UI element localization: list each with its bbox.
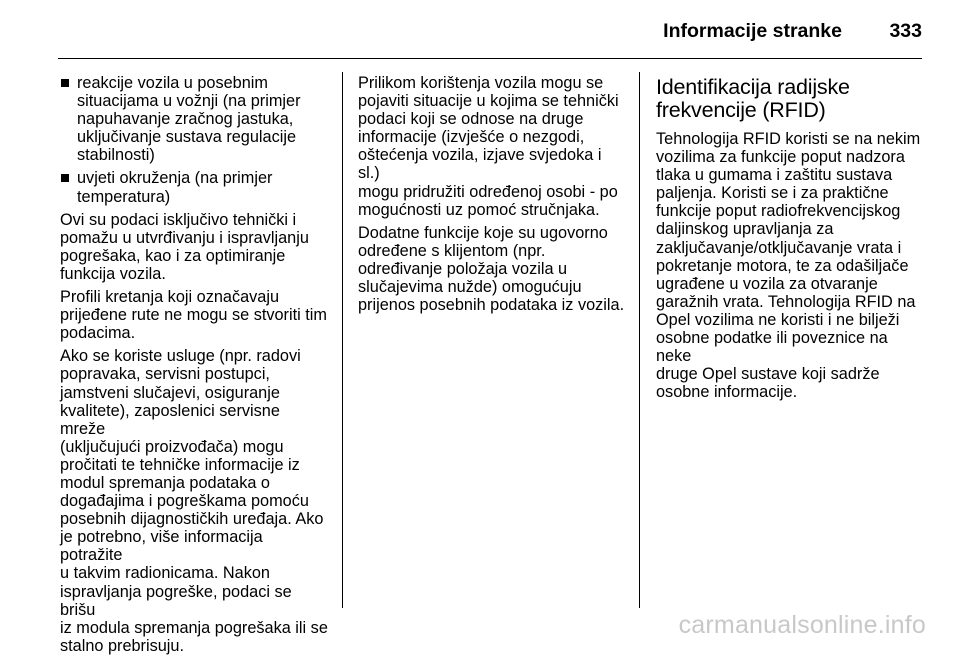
bullet-line: stabilnosti) [77, 146, 155, 165]
paragraph [60, 288, 328, 342]
paragraph [656, 130, 924, 401]
text-line: daljinskog upravljanja za [656, 220, 834, 239]
text-line: informacije (izvješće o nezgodi, [358, 128, 585, 147]
text-line: mogu pridružiti određenoj osobi - po [358, 182, 618, 201]
text-line: modul spremanja podataka o [60, 473, 270, 492]
text-line: Tehnologija RFID koristi se na nekim [656, 130, 921, 148]
page-number: 333 [889, 20, 922, 42]
text-line: Ovi su podaci isključivo tehnički i [60, 210, 297, 229]
text-line: kvalitete), zaposlenici servisne mreže [60, 401, 280, 438]
text-line: pročitati te tehničke informacije iz [60, 455, 300, 474]
section-heading [656, 76, 924, 121]
bullet-square-icon [61, 174, 69, 182]
text-line: osobne informacije. [656, 383, 798, 402]
text-line: posebnih dijagnostičkih uređaja. Ako [60, 510, 324, 529]
text-line: prijeđene rute ne mogu se stvoriti tim [60, 306, 327, 325]
text-line: pomažu u utvrđivanju i ispravljanju [60, 228, 309, 247]
text-line: pogrešaka, kao i za optimiranje [60, 246, 286, 265]
text-line: oštećenja vozila, izjave svjedoka i sl.) [358, 146, 602, 183]
bullet-line: napuhavanje zračnog jastuka, [77, 110, 294, 129]
text-line: Dodatne funkcije koje su ugovorno [358, 223, 608, 242]
text-line: funkcija vozila. [60, 264, 166, 283]
text-line: u takvim radionicama. Nakon [60, 564, 270, 583]
text-line: Opel vozilima ne koristi i ne bilježi [656, 310, 900, 329]
text-line: tlaka u gumama i zaštitu sustava [656, 166, 893, 185]
text-line: funkcije poput radiofrekvencijskog [656, 202, 901, 221]
paragraph [358, 224, 626, 314]
text-line: slučajevima nužde) omogućuju [358, 278, 582, 297]
text-line: zaključavanje/otključavanje vrata i [656, 238, 902, 257]
text-line: podaci koji se odnose na druge [358, 110, 584, 129]
paragraph [358, 74, 626, 219]
text-line: pokretanje motora, te za odašiljače [656, 256, 909, 275]
text-line: prijenos posebnih podataka iz vozila. [358, 296, 625, 315]
text-line: vozilima za funkcije poput nadzora [656, 148, 905, 167]
page-header-title: Informacije stranke [663, 20, 842, 42]
text-line: Profili kretanja koji označavaju [60, 288, 280, 307]
column-divider-1 [342, 72, 343, 608]
bullet-item [60, 169, 328, 205]
bullet-item [60, 74, 328, 164]
bullet-line: reakcije vozila u posebnim [77, 74, 268, 92]
bullet-line: uvjeti okruženja (na primjer [77, 169, 273, 188]
heading-line: frekvencije (RFID) [656, 97, 826, 122]
text-line: stalno prebrisuju. [60, 636, 184, 655]
paragraph [60, 211, 328, 283]
text-line: iz modula spremanja pogrešaka ili se [60, 618, 328, 637]
text-line: pojaviti situacije u kojima se tehnički [358, 92, 619, 111]
column-divider-2 [639, 72, 640, 608]
text-line: osobne podatke ili poveznice na neke [656, 329, 888, 366]
text-column-1 [60, 74, 328, 660]
bullet-line: uključivanje sustava regulacije [77, 128, 297, 147]
bullet-line: temperatura) [77, 187, 171, 206]
bullet-square-icon [61, 79, 69, 87]
text-line: ugrađene u vozila za otvaranje [656, 274, 878, 293]
bullet-line: situacijama u vožnji (na primjer [77, 92, 301, 111]
text-line: Ako se koriste usluge (npr. radovi [60, 347, 301, 366]
text-line: podacima. [60, 324, 136, 343]
header-divider [58, 58, 922, 59]
text-line: ispravljanja pogreške, podaci se brišu [60, 582, 292, 619]
text-line: paljenja. Koristi se i za praktične [656, 184, 889, 203]
text-line: je potrebno, više informacija potražite [60, 528, 263, 565]
text-line: događajima i pogreškama pomoću [60, 492, 309, 511]
text-line: popravaka, servisni postupci, [60, 365, 270, 384]
text-column-2 [358, 74, 626, 319]
paragraph [60, 347, 328, 655]
text-line: određivanje položaja vozila u [358, 259, 568, 278]
text-line: određene s klijentom (npr. [358, 241, 546, 260]
text-line: jamstveni slučajevi, osiguranje [60, 383, 280, 402]
text-line: druge Opel sustave koji sadrže [656, 365, 880, 384]
text-line: Prilikom korištenja vozila mogu se [358, 74, 604, 92]
text-column-3 [656, 74, 924, 406]
heading-line: Identifikacija radijske [656, 75, 850, 99]
text-line: garažnih vrata. Tehnologija RFID na [656, 292, 916, 311]
text-line: mogućnosti uz pomoć stručnjaka. [358, 200, 600, 219]
text-line: (uključujući proizvođača) mogu [60, 437, 284, 456]
watermark-text: carmanualsonline.info [678, 611, 926, 639]
